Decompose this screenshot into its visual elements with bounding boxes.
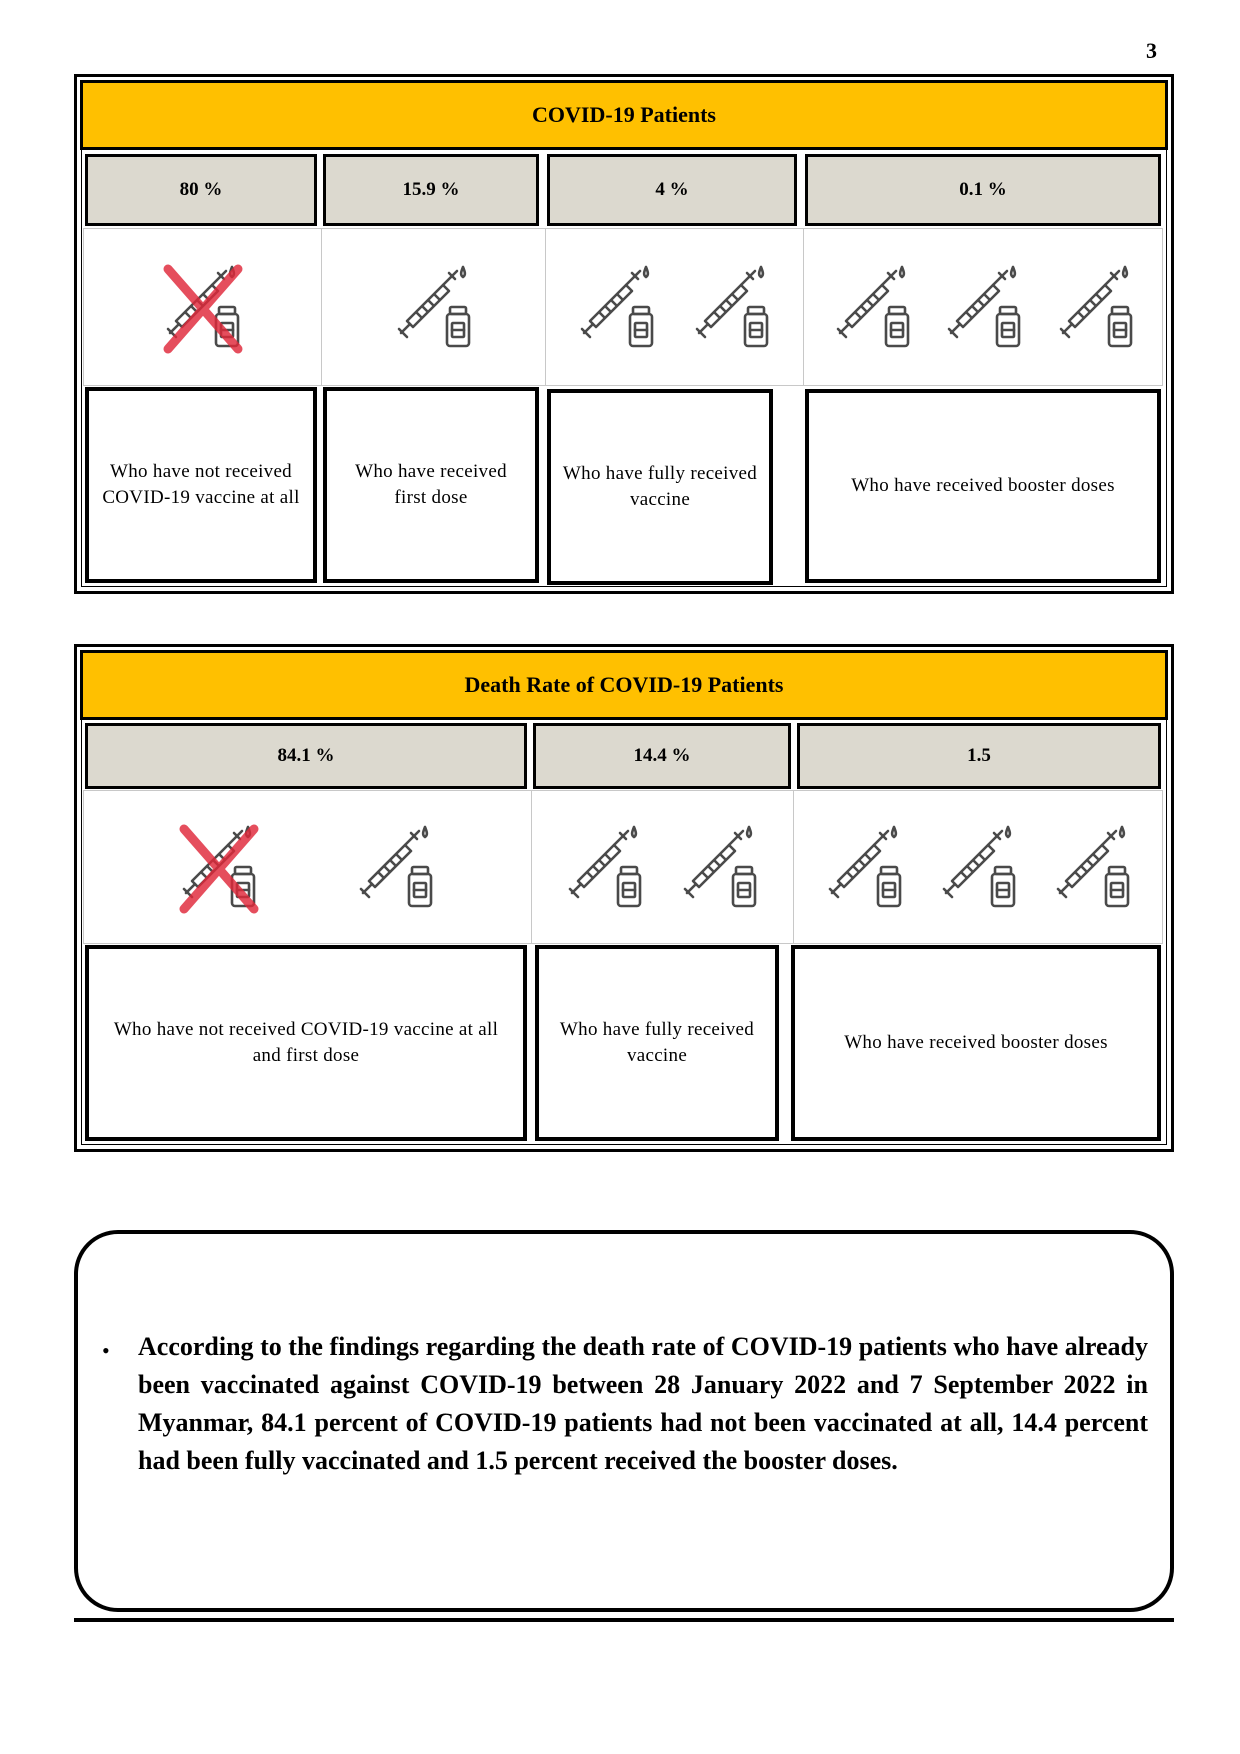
death-rate-panel — [74, 644, 1174, 1152]
panel-title: Death Rate of COVID-19 Patients — [80, 650, 1168, 720]
syringe-vial-icon — [830, 257, 916, 357]
panel-title: COVID-19 Patients — [80, 80, 1168, 150]
icon-cell-booster — [794, 791, 1164, 943]
percent-booster: 0.1 % — [805, 154, 1161, 226]
desc-fully-vaccinated: Who have fully received vaccine — [535, 945, 779, 1141]
findings-note-text: According to the findings regarding the death rate of COVID-19 patients who have already been vaccinated against COVID-19 between 28 January 2022 and 7 September 2022 in Myanmar, 84.1 percent of COVID-19 patients had not been vaccinated at all, 14.4 percent had been fully vaccinated and 1.5 percent received the booster doses. — [138, 1332, 1148, 1475]
desc-booster: Who have received booster doses — [805, 389, 1161, 583]
bottom-rule — [74, 1618, 1174, 1622]
findings-note-box — [74, 1230, 1174, 1612]
icon-cell-fully-vaccinated — [532, 791, 794, 943]
icon-band — [83, 790, 1163, 944]
bullet-marker: • — [102, 1338, 110, 1363]
percent-booster: 1.5 — [797, 723, 1161, 789]
syringe-vial-icon — [689, 257, 775, 357]
syringe-vial-icon — [822, 817, 908, 917]
icon-cell-booster — [804, 229, 1164, 385]
syringe-vial-icon — [574, 257, 660, 357]
desc-first-dose: Who have received first dose — [323, 387, 539, 583]
icon-cell-fully-vaccinated — [546, 229, 804, 385]
icon-band — [83, 228, 1163, 386]
icon-cell-unvaccinated-first-dose — [84, 791, 532, 943]
desc-booster: Who have received booster doses — [791, 945, 1161, 1141]
desc-fully-vaccinated: Who have fully received vaccine — [547, 389, 773, 585]
syringe-vial-icon — [677, 817, 763, 917]
syringe-vial-icon — [941, 257, 1027, 357]
unvaccinated-crossed-icon — [160, 257, 246, 357]
desc-unvaccinated: Who have not received COVID-19 vaccine at all — [85, 387, 317, 583]
unvaccinated-crossed-icon — [176, 817, 262, 917]
covid-patients-panel — [74, 74, 1174, 594]
syringe-vial-icon — [562, 817, 648, 917]
syringe-vial-icon — [1050, 817, 1136, 917]
icon-cell-unvaccinated — [84, 229, 322, 385]
syringe-vial-icon — [391, 257, 477, 357]
desc-unvaccinated-first-dose: Who have not received COVID-19 vaccine at all and first dose — [85, 945, 527, 1141]
syringe-vial-icon — [353, 817, 439, 917]
percent-unvaccinated: 80 % — [85, 154, 317, 226]
page-number: 3 — [1146, 38, 1157, 63]
percent-first-dose: 15.9 % — [323, 154, 539, 226]
syringe-vial-icon — [1053, 257, 1139, 357]
syringe-vial-icon — [936, 817, 1022, 917]
percent-unvaccinated-first-dose: 84.1 % — [85, 723, 527, 789]
percent-fully-vaccinated: 14.4 % — [533, 723, 791, 789]
icon-cell-first-dose — [322, 229, 546, 385]
percent-fully-vaccinated: 4 % — [547, 154, 797, 226]
